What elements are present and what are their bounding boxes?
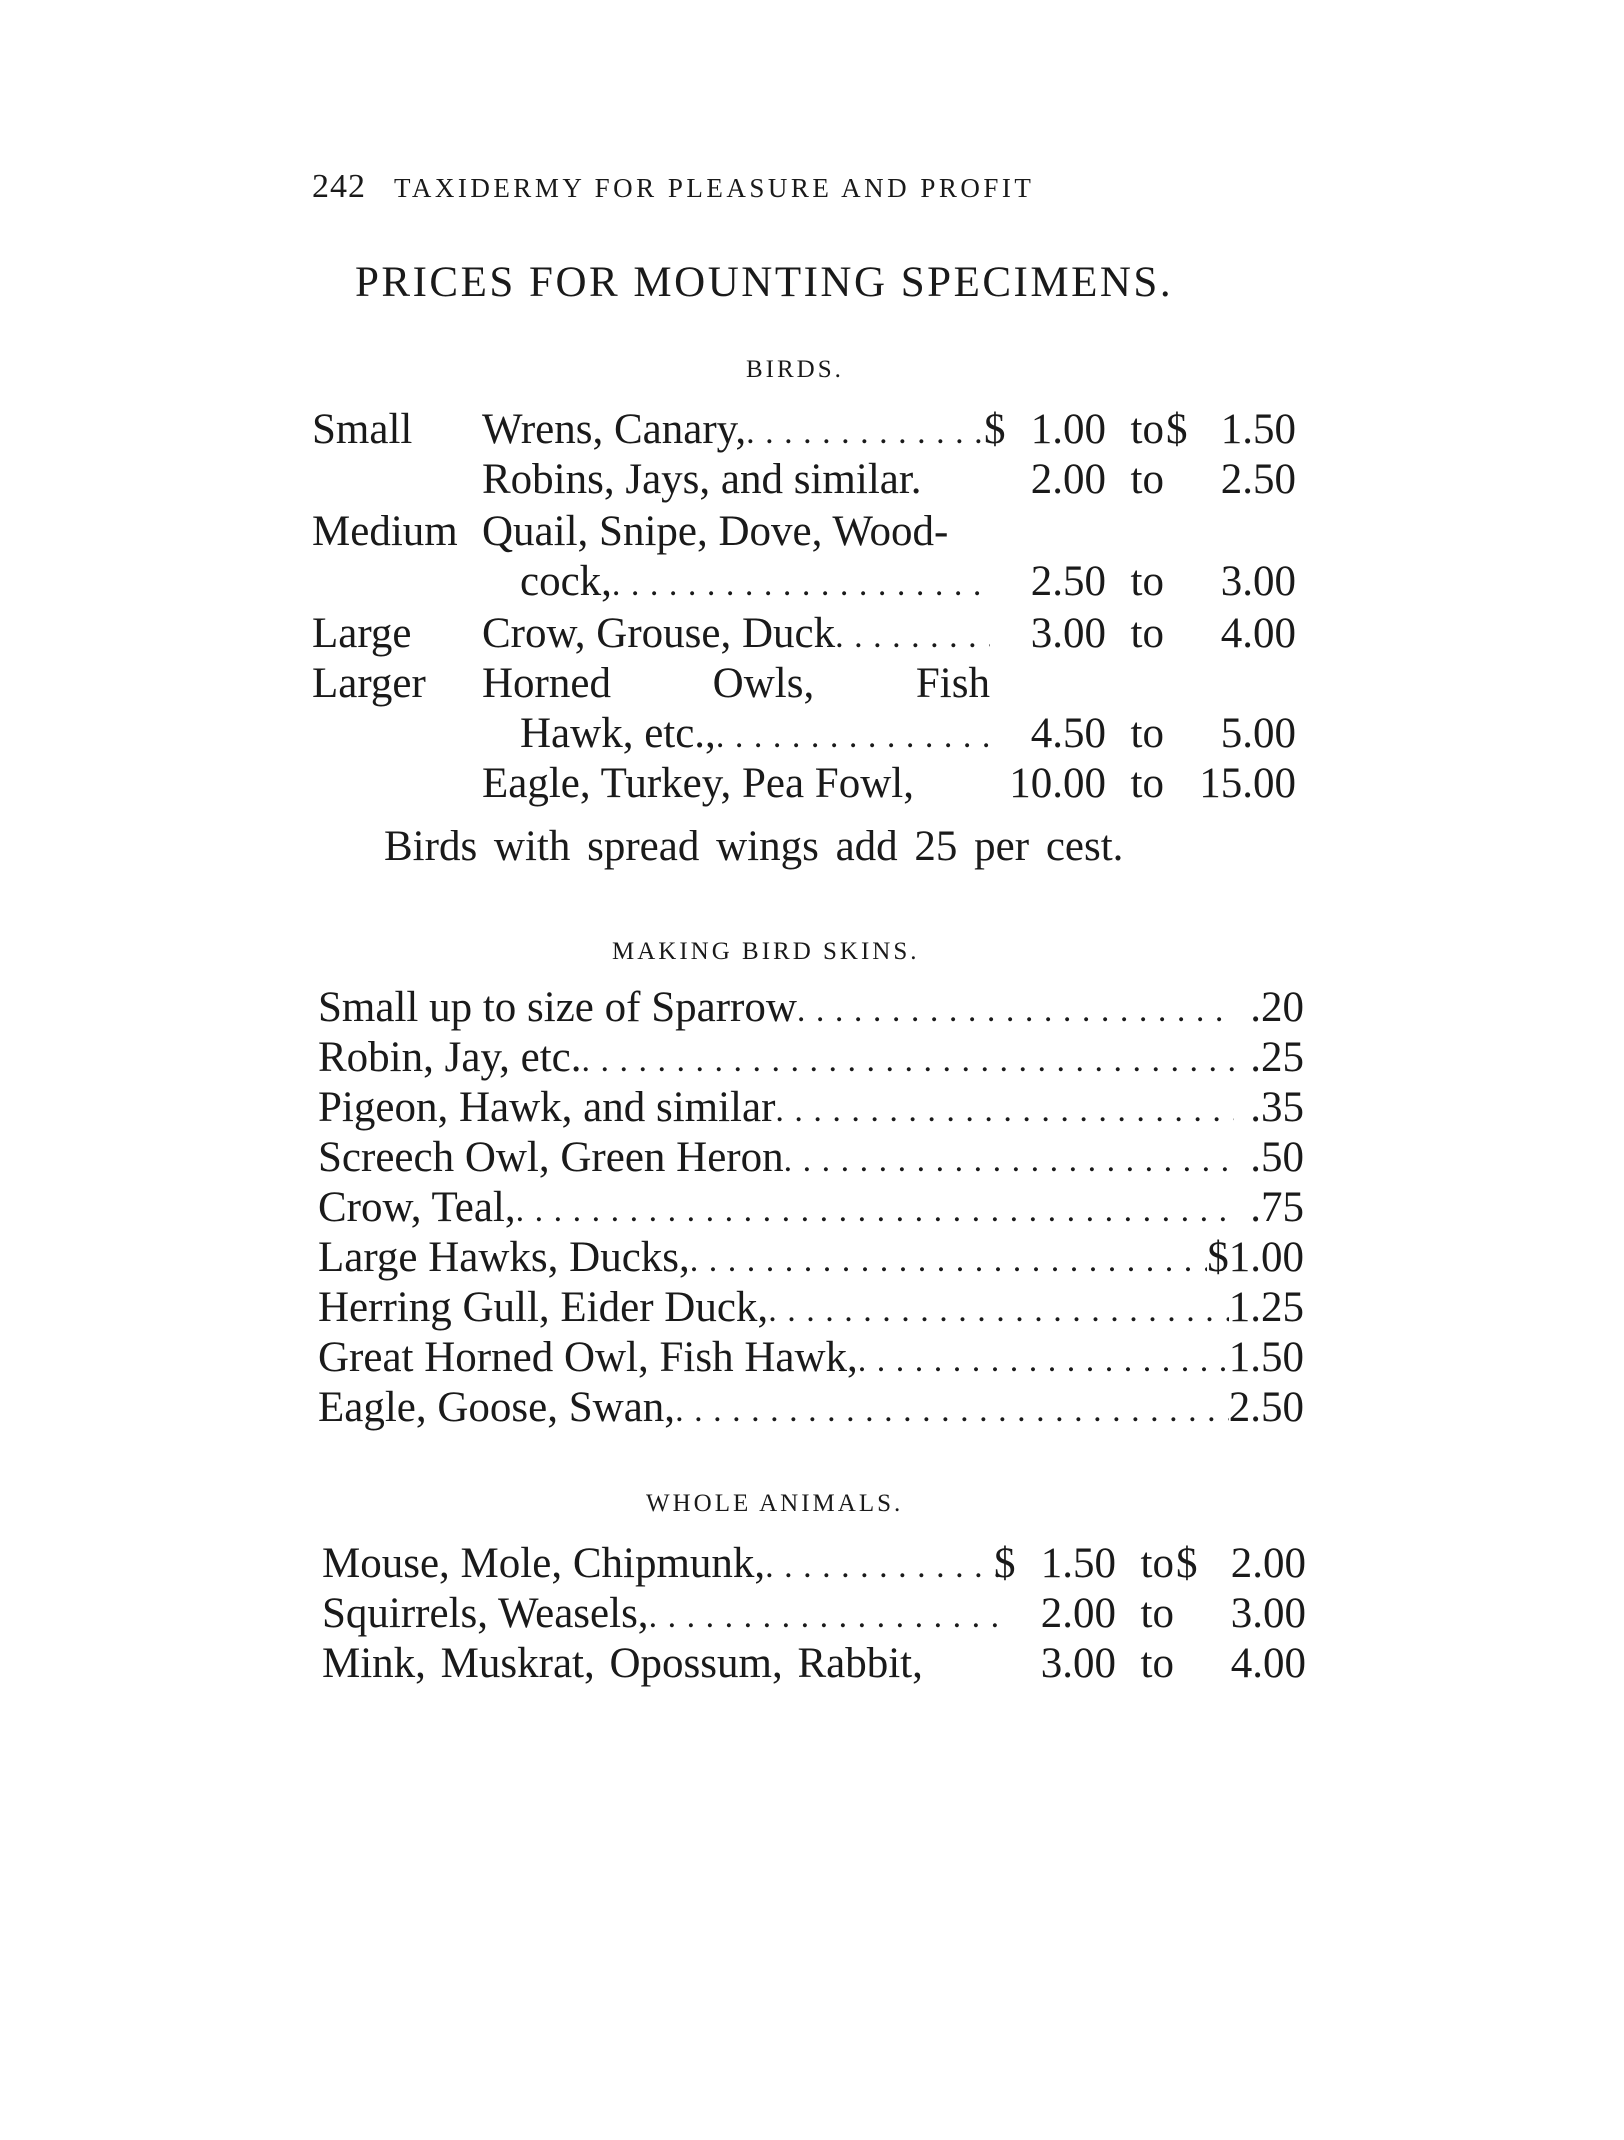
price-high: 15.00 [1199,760,1296,807]
price-to: to [1140,1540,1174,1587]
skin-price-row: Pigeon, Hawk, and similar . . . .35 [318,1082,1304,1134]
skin-price-row: Large Hawks, Ducks, . . . $1.00 [318,1232,1304,1284]
skin-price-row: Great Horned Owl, Fish Hawk, . . . 1.50 [318,1332,1304,1384]
price-low: 3.00 [1040,1640,1116,1687]
bird-row-desc: Quail, Snipe, Dove, Wood- [482,508,949,555]
bird-row-desc: Horned Owls, Fish [482,660,990,707]
price-to: to [1130,710,1164,757]
bird-skins-heading: MAKING BIRD SKINS. [612,938,920,965]
running-header [312,168,1034,206]
bird-row-desc: Robins, Jays, and similar. [482,456,922,503]
price-high: 2.00 [1230,1540,1306,1587]
skin-price-row: Herring Gull, Eider Duck, . . . 1.25 [318,1282,1304,1334]
skin-price-row: Screech Owl, Green Heron . . . .50 [318,1132,1304,1184]
price-to: to [1130,456,1164,503]
currency-sign: $ [994,1540,1016,1587]
price-low: 1.50 [1040,1540,1116,1587]
spread-wings-note: Birds with spread wings add 25 per cest. [384,823,1124,870]
price-high: 4.00 [1230,1640,1306,1687]
price-low: 3.00 [1030,610,1106,657]
category-larger: Larger [312,660,426,707]
page-title: PRICES FOR MOUNTING SPECIMENS. [355,259,1174,306]
animal-row-desc: Mouse, Mole, Chipmunk, . . . [322,1538,1002,1593]
currency-sign: $ [1166,406,1188,453]
birds-heading: BIRDS. [746,356,844,383]
category-medium: Medium [312,508,458,555]
price-to: to [1130,406,1164,453]
bird-row-desc: Crow, Grouse, Duck . . . [482,608,990,663]
price-to: to [1130,610,1164,657]
price-low: 2.50 [1030,558,1106,605]
skin-price-row: Robin, Jay, etc. . . . .25 [318,1032,1304,1084]
category-small: Small [312,406,413,453]
running-title: TAXIDERMY FOR PLEASURE AND PROFIT [394,173,1035,203]
price-low: 10.00 [1009,760,1106,807]
price-to: to [1130,558,1164,605]
animal-row-desc: Squirrels, Weasels, . . . [322,1588,1002,1643]
bird-row-desc: cock, . . . [520,556,990,611]
price-to: to [1130,760,1164,807]
price-high: 3.00 [1220,558,1296,605]
price-high: 4.00 [1220,610,1296,657]
price-low: 4.50 [1030,710,1106,757]
price-low: 2.00 [1040,1590,1116,1637]
price-low: 1.00 [1030,406,1106,453]
currency-sign: $ [1176,1540,1198,1587]
whole-animals-heading: WHOLE ANIMALS. [646,1490,904,1517]
bird-row-desc: Eagle, Turkey, Pea Fowl, [482,760,914,807]
price-high: 5.00 [1220,710,1296,757]
price-high: 1.50 [1220,406,1296,453]
category-large: Large [312,610,412,657]
page-number: 242 [312,168,366,205]
price-high: 3.00 [1230,1590,1306,1637]
price-low: 2.00 [1030,456,1106,503]
bird-row-desc: Hawk, etc., . . . [520,708,990,763]
price-to: to [1140,1640,1174,1687]
currency-sign: $ [984,406,1006,453]
skin-price-row: Crow, Teal, . . . .75 [318,1182,1304,1234]
animal-row-desc: Mink, Muskrat, Opossum, Rabbit, [322,1640,923,1687]
price-high: 2.50 [1220,456,1296,503]
price-to: to [1140,1590,1174,1637]
skin-price-row: Small up to size of Sparrow . . . .20 [318,982,1304,1034]
bird-row-desc: Wrens, Canary, . . . [482,404,990,459]
skin-price-row: Eagle, Goose, Swan, . . . 2.50 [318,1382,1304,1434]
